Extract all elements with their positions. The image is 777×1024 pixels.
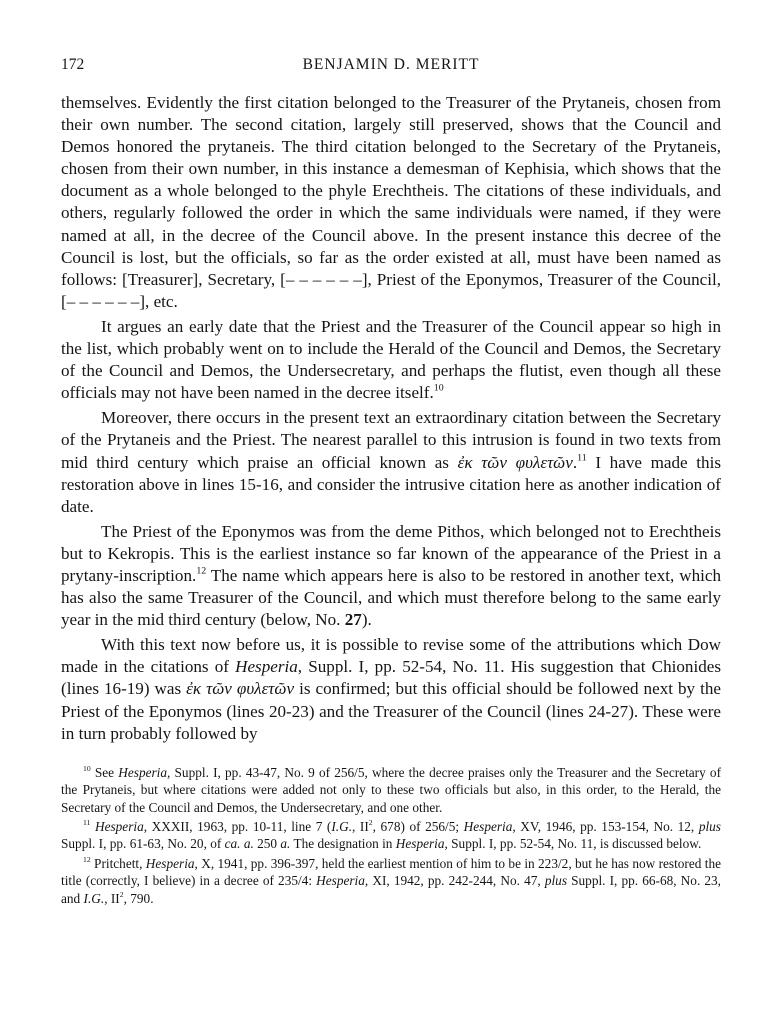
paragraph: It argues an early date that the Priest and the Treasurer of the Council appear so high in the list, which probably went on to include the Herald of the Council and Demos, the Secretary of the Council and Demos, the Undersecretary, and perhaps the flutist, even though all these officials may not have been named in the decree itself.$^{10}$: [61, 316, 721, 403]
footnote: $^{12}$ Pritchett, Hesperia, X, 1941, pp. 396-397, held the earliest mention of him to be in 223/2, but he has now restored the title (correctly, I believe) in a decree of 235/4: Hesperia, XI, 1942, pp. 242-244, No. 47, plus Suppl. I, pp. 66-68, No. 23, and I.G., $II^2$, 790.: [61, 854, 722, 906]
page: [61, 56, 721, 909]
greek-phrase: ἐκ τῶν φυλετῶν: [186, 679, 295, 699]
paragraph: themselves. Evidently the first citation belonged to the Treasurer of the Prytaneis, chosen from their own number. The second citation, largely still preserved, shows that the Council and Demos honored the prytaneis. The third citation belonged to the Secretary of the Prytaneis, chosen from their own number, in this instance a demesman of Kephisia, which shows that the document as a whole belonged to the phyle Erechtheis. The citations of these individuals, and others, regularly followed the order in which the same individuals were named, if they were named at all, in the decree of the Council above. In the present instance this decree of the Council is lost, but the officials, so far as the order existed at all, must have been named as follows: [Treasurer], Secretary, [– – – – – –], Priest of the Eponymos, Treasurer of the Council, [– – – – – –], etc.: [61, 93, 721, 311]
journal-title: Hesperia: [235, 657, 298, 677]
footnote-ref: 12: [196, 565, 207, 577]
footnote-ref: 11: [577, 452, 587, 464]
footnote-number: 12: [83, 854, 91, 864]
body-text: [61, 92, 721, 745]
footnote: $^{11}$ Hesperia, XXXII, 1963, pp. 10-11, line 7 (I.G., $II^2$, 678) of 256/5; Hesperia, XV, 1946, pp. 153-154, No. 12, plus Suppl. I, pp. 61-63, No. 20, of ca. a. 250 a. The designation in Hesperia, Suppl. I, pp. 52-54, No. 11, is discussed below.: [61, 818, 721, 852]
running-head: BENJAMIN D. MERITT: [302, 56, 480, 73]
cross-reference: 27: [344, 610, 362, 630]
footnotes: [61, 764, 721, 907]
footnote-ref: 10: [433, 382, 444, 394]
paragraph: With this text now before us, it is possible to revise some of the attributions which Dow made in the citations of Hesperia, Suppl. I, pp. 52-54, No. 11. His suggestion that Chionides (lines 16-19) was ἐκ τῶν φυλετῶν is confirmed; but this official should be followed next by the Priest of the Eponymos (lines 20-23) and the Treasurer of the Council (lines 24-27). These were in turn probably followed by: [61, 635, 721, 743]
paragraph: The Priest of the Eponymos was from the deme Pithos, which belonged not to Erechtheis but to Kekropis. This is the earliest instance so far known of the appearance of the Priest in a prytany-inscription.$^{12}$ The name which appears here is also to be restored in another text, which has also the same Treasurer of the Council, and which must therefore belong to the same early year in the mid third century (below, No. 27).: [61, 521, 721, 630]
footnote-number: 10: [83, 763, 91, 773]
paragraph: Moreover, there occurs in the present text an extraordinary citation between the Secretary of the Prytaneis and the Priest. The nearest parallel to this intrusion is found in two texts from mid third century which praise an official known as ἐκ τῶν φυλετῶν.$^{11}$ I have made this restoration above in lines 15-16, and consider the intrusive citation here as another indication of date.: [61, 408, 721, 516]
greek-phrase: ἐκ τῶν φυλετῶν: [457, 452, 573, 472]
footnote: $^{10}$ See Hesperia, Suppl. I, pp. 43-47, No. 9 of 256/5, where the decree praises only the Treasurer and the Secretary of the Prytaneis, but where citations were added not only to these two officials but also, in this order, to the Herald, the Secretary of the Council and Demos, the Undersecretary, and one other.: [61, 763, 721, 815]
page-number: 172: [61, 56, 85, 73]
footnote-number: 11: [83, 818, 91, 828]
page-header: [61, 56, 721, 80]
